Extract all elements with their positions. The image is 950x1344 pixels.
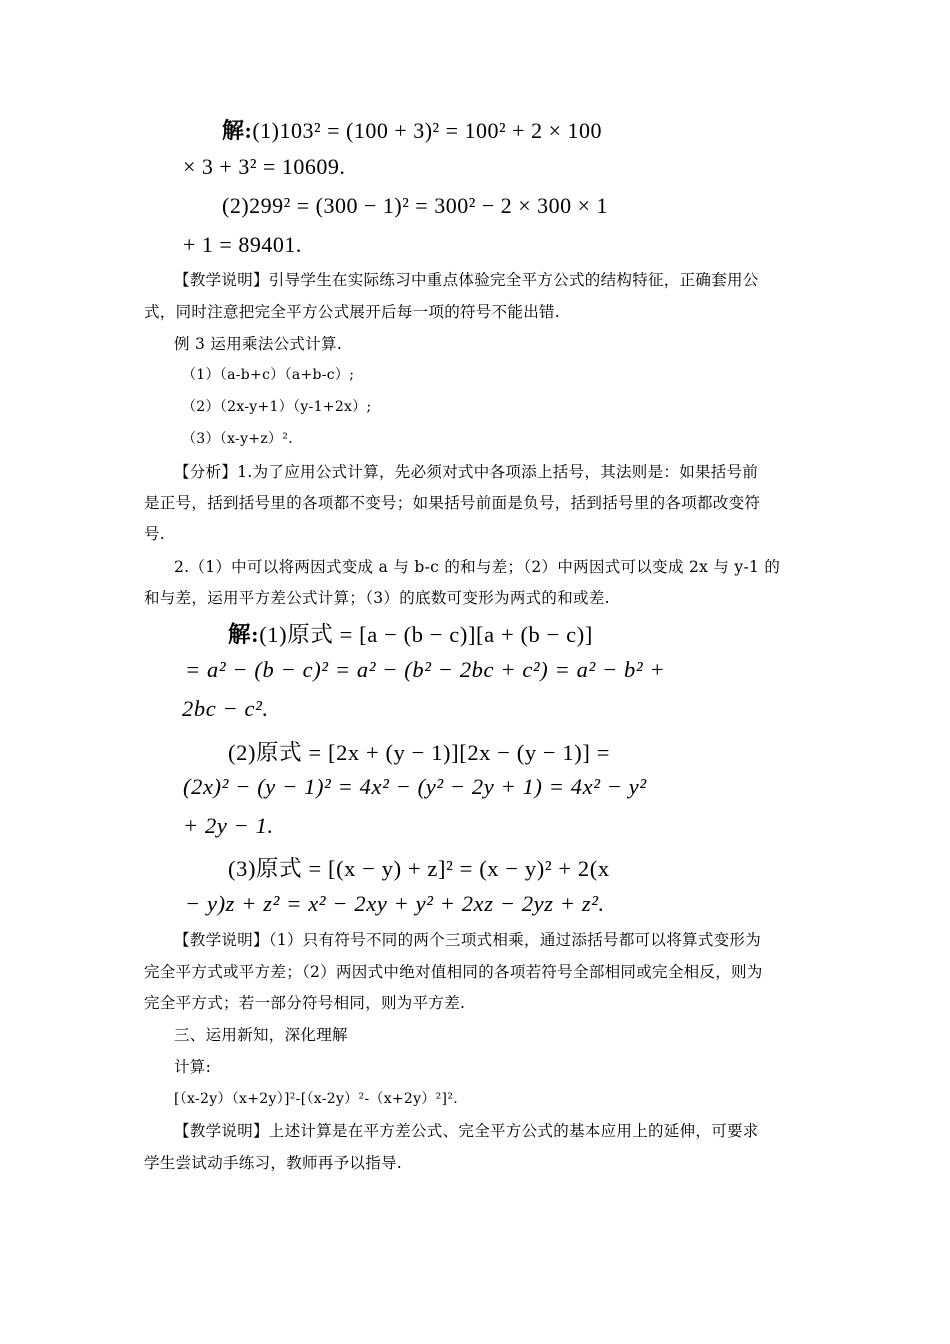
solution-lead: 解 <box>228 622 252 648</box>
teaching-note-3-line-2: 学生尝试动手练习，教师再予以指导. <box>144 1154 403 1172</box>
calc-expression: [（x-2y）（x+2y）]²-[（x-2y）²-（x+2y）²]². <box>174 1091 458 1107</box>
ex3-solution-3-line-1: (3)原式 = [(x − y) + z]² = (x − y)² + 2(x <box>228 856 610 881</box>
ex2-solution-line-3: (2)299² = (300 − 1)² = 300² − 2 × 300 × 1 <box>222 193 609 218</box>
calc-label: 计算: <box>174 1058 212 1076</box>
ex3-solution-2-line-3: + 2y − 1. <box>183 813 274 838</box>
teaching-note-2-line-2: 完全平方式或平方差；（2）两因式中绝对值相同的各项若符号全部相同或完全相反，则为 <box>144 963 763 981</box>
ex3-solution-1-line-3: 2bc − c². <box>182 696 269 721</box>
analysis-line-3: 号. <box>144 525 166 543</box>
teaching-note-2-line-1: 【教学说明】（1）只有符号不同的两个三项式相乘，通过添括号都可以将算式变形为 <box>174 931 762 949</box>
example-3-item-1: （1）（a-b+c）（a+b-c）; <box>182 367 355 383</box>
ex2-solution-line-1: 解:(1)103² = (100 + 3)² = 100² + 2 × 100 <box>222 118 602 144</box>
section-3-heading: 三、运用新知，深化理解 <box>174 1026 348 1044</box>
analysis-line-4: 2.（1）中可以将两因式变成 a 与 b-c 的和与差；（2）中两因式可以变成 2x 与 y-1 的 <box>174 558 781 576</box>
ex3-solution-1-line-2: = a² − (b − c)² = a² − (b² − 2bc + c²) = a² − b² + <box>185 657 666 682</box>
solution-lead: 解 <box>222 119 245 144</box>
ex3-solution-2-line-1: (2)原式 = [2x + (y − 1)][2x − (y − 1)] = <box>228 740 610 765</box>
example-3-item-2: （2）（2x-y+1）（y-1+2x）; <box>182 399 372 415</box>
ex3-solution-1-line-1: 解:(1)原式 = [a − (b − c)][a + (b − c)] <box>228 622 593 648</box>
analysis-line-5: 和与差，运用平方差公式计算；（3）的底数可变形为两式的和或差. <box>144 589 610 607</box>
analysis-line-2: 是正号，括到括号里的各项都不变号；如果括号前面是负号，括到括号里的各项都改变符 <box>144 494 761 512</box>
teaching-note-1-line-2: 式，同时注意把完全平方公式展开后每一项的符号不能出错. <box>144 303 561 321</box>
ex3-solution-2-line-2: (2x)² − (y − 1)² = 4x² − (y² − 2y + 1) = 4x² − y² <box>183 774 647 799</box>
ex2-solution-line-2: × 3 + 3² = 10609. <box>183 154 346 179</box>
teaching-note-2-line-3: 完全平方式；若一部分符号相同，则为平方差. <box>144 994 466 1012</box>
teaching-note-3-line-1: 【教学说明】上述计算是在平方差公式、完全平方公式的基本应用上的延伸，可要求 <box>174 1122 759 1140</box>
example-3-item-3: （3）（x-y+z）². <box>182 431 293 447</box>
analysis-line-1: 【分析】1.为了应用公式计算，先必须对式中各项添上括号，其法则是：如果括号前 <box>174 463 759 481</box>
example-3-title: 例 3 运用乘法公式计算. <box>174 335 343 353</box>
teaching-note-1-line-1: 【教学说明】引导学生在实际练习中重点体验完全平方公式的结构特征，正确套用公 <box>174 271 759 289</box>
ex3-solution-3-line-2: − y)z + z² = x² − 2xy + y² + 2xz − 2yz + z². <box>185 891 605 916</box>
ex2-solution-line-4: + 1 = 89401. <box>183 232 302 257</box>
